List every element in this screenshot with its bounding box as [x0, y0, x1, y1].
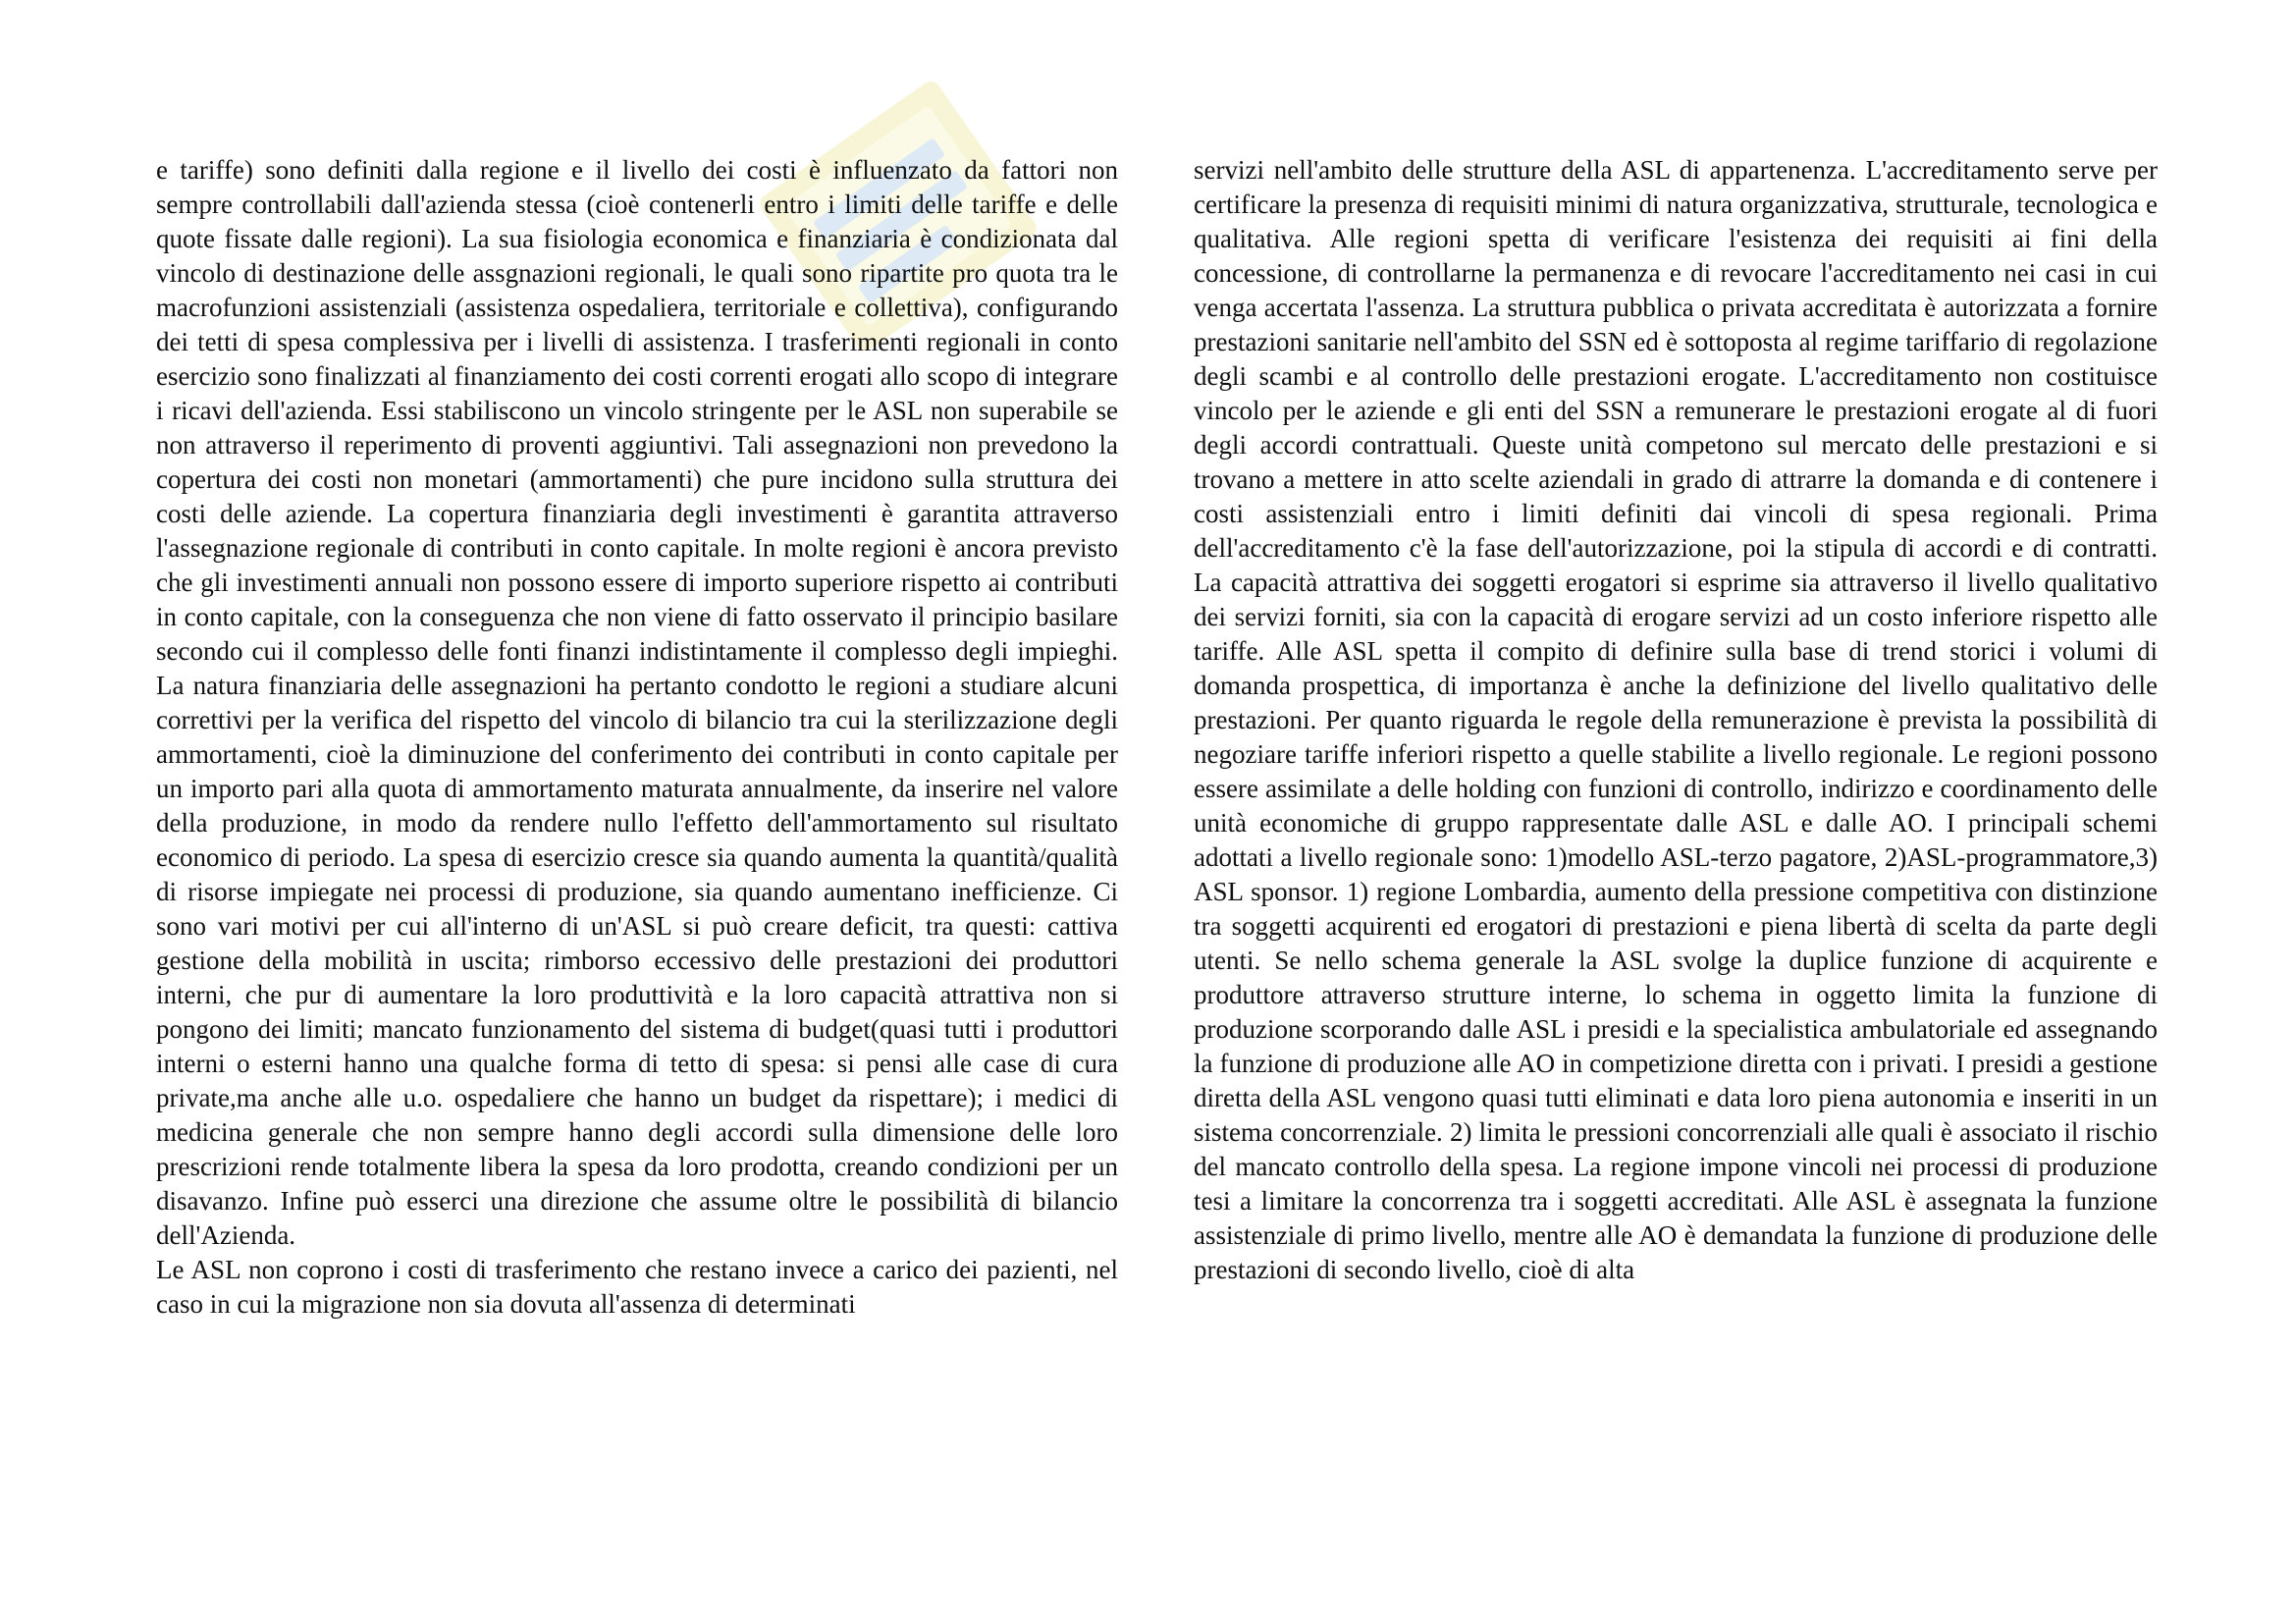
paragraph: servizi nell'ambito delle strutture della ASL di appartenenza. L'accreditamento serve per certificare la presenza di requisiti minimi di natura organizzativa, strutturale, tecnologica e qualitativa. Alle regioni spetta di verificare l'esistenza dei requisiti ai fini della concessione, di controllarne la permanenza e di revocare l'accreditamento nei casi in cui venga accertata l'assenza. La struttura pubblica o privata accreditata è autorizzata a fornire prestazioni sanitarie nell'ambito del SSN ed è sottoposta al regime tariffario di regolazione degli scambi e al controllo delle prestazioni erogate. L'accreditamento non costituisce vincolo per le aziende e gli enti del SSN a remunerare le prestazioni erogate al di fuori degli accordi contrattuali. Queste unità competono sul mercato delle prestazioni e si trovano a mettere in atto scelte aziendali in grado di attrarre la domanda e di contenere i costi assistenziali entro i limiti definiti dai vincoli di spesa regionali. Prima dell'accreditamento c'è la fase dell'autorizzazione, poi la stipula di accordi e di contratti. La capacità attrattiva dei soggetti erogatori si esprime sia attraverso il livello qualitativo dei servizi forniti, sia con la capacità di erogare servizi ad un costo inferiore rispetto alle tariffe. Alle ASL spetta il compito di definire sulla base di trend storici i volumi di domanda prospettica, di importanza è anche la definizione del livello qualitativo delle prestazioni. Per quanto riguarda le regole della remunerazione è prevista la possibilità di negoziare tariffe inferiori rispetto a quelle stabilite a livello regionale. Le regioni possono essere assimilate a delle holding con funzioni di controllo, indirizzo e coordinamento delle unità economiche di gruppo rappresentate dalle ASL e dalle AO. I principali schemi adottati a livello regionale sono: 1)modello ASL-terzo pagatore, 2)ASL-programmatore,3) ASL sponsor. 1) regione Lombardia, aumento della pressione competitiva con distinzione tra soggetti acquirenti ed erogatori di prestazioni e piena libertà di scelta da parte degli utenti. Se nello schema generale la ASL svolge la duplice funzione di acquirente e produttore attraverso strutture interne, lo schema in oggetto limita la funzione di produzione scorporando dalle ASL i presidi e la specialistica ambulatoriale ed assegnando la funzione di produzione alle AO in competizione diretta con i privati. I presidi a gestione diretta della ASL vengono quasi tutti eliminati e data loro piena autonomia e inseriti in un sistema concorrenziale. 2) limita le pressioni concorrenziali alle quali è associato il rischio del mancato controllo della spesa. La regione impone vincoli nei processi di produzione tesi a limitare la concorrenza tra i soggetti accreditati. Alle ASL è assegnata la funzione assistenziale di primo livello, mentre alle AO è demandata la funzione di produzione delle prestazioni di secondo livello, cioè di alta — [1194, 155, 2158, 1284]
paragraph: e tariffe) sono definiti dalla regione e il livello dei costi è influenzato da fattori non sempre controllabili dall'azienda stessa (cioè contenerli entro i limiti delle tariffe e delle quote fissate dalle regioni). La sua fisiologia economica e finanziaria è condizionata dal vincolo di destinazione delle assgnazioni regionali, le quali sono ripartite pro quota tra le macrofunzioni assistenziali (assistenza ospedaliera, territoriale e collettiva), configurando dei tetti di spesa complessiva per i livelli di assistenza. I trasferimenti regionali in conto esercizio sono finalizzati al finanziamento dei costi correnti erogati allo scopo di integrare i ricavi dell'azienda. Essi stabiliscono un vincolo stringente per le ASL non superabile se non attraverso il reperimento di proventi aggiuntivi. Tali assegnazioni non prevedono la copertura dei costi non monetari (ammortamenti) che pure incidono sulla struttura dei costi delle aziende. La copertura finanziaria degli investimenti è garantita attraverso l'assegnazione regionale di contributi in conto capitale. In molte regioni è ancora previsto che gli investimenti annuali non possono essere di importo superiore rispetto ai contributi in conto capitale, con la conseguenza che non viene di fatto osservato il principio basilare secondo cui il complesso delle fonti finanzi indistintamente il complesso degli impieghi. La natura finanziaria delle assegnazioni ha pertanto condotto le regioni a studiare alcuni correttivi per la verifica del rispetto del vincolo di bilancio tra cui la sterilizzazione degli ammortamenti, cioè la diminuzione del conferimento dei contributi in conto capitale per un importo pari alla quota di ammortamento maturata annualmente, da inserire nel valore della produzione, in modo da rendere nullo l'effetto dell'ammortamento sul risultato economico di periodo. La spesa di esercizio cresce sia quando aumenta la quantità/qualità di risorse impiegate nei processi di produzione, sia quando aumentano inefficienze. Ci sono vari motivi per cui all'interno di un'ASL si può creare deficit, tra questi: cattiva gestione della mobilità in uscita; rimborso eccessivo delle prestazioni dei produttori interni, che pur di aumentare la loro produttività e la loro capacità attrattiva non si pongono dei limiti; mancato funzionamento del sistema di budget(quasi tutti i produttori interni o esterni hanno una qualche forma di tetto di spesa: si pensi alle case di cura private,ma anche alle u.o. ospedaliere che hanno un budget da rispettare); i medici di medicina generale che non sempre hanno degli accordi sulla dimensione delle loro prescrizioni rende totalmente libera la spesa da loro prodotta, creando condizioni per un disavanzo. Infine può esserci una direzione che assume oltre le possibilità di bilancio dell'Azienda. — [156, 155, 1118, 1250]
left-text-column — [156, 153, 1118, 1322]
paragraph: Le ASL non coprono i costi di trasferimento che restano invece a carico dei pazienti, nel caso in cui la migrazione non sia dovuta all'assenza di determinati — [156, 1255, 1118, 1319]
right-text-column — [1194, 153, 2158, 1287]
